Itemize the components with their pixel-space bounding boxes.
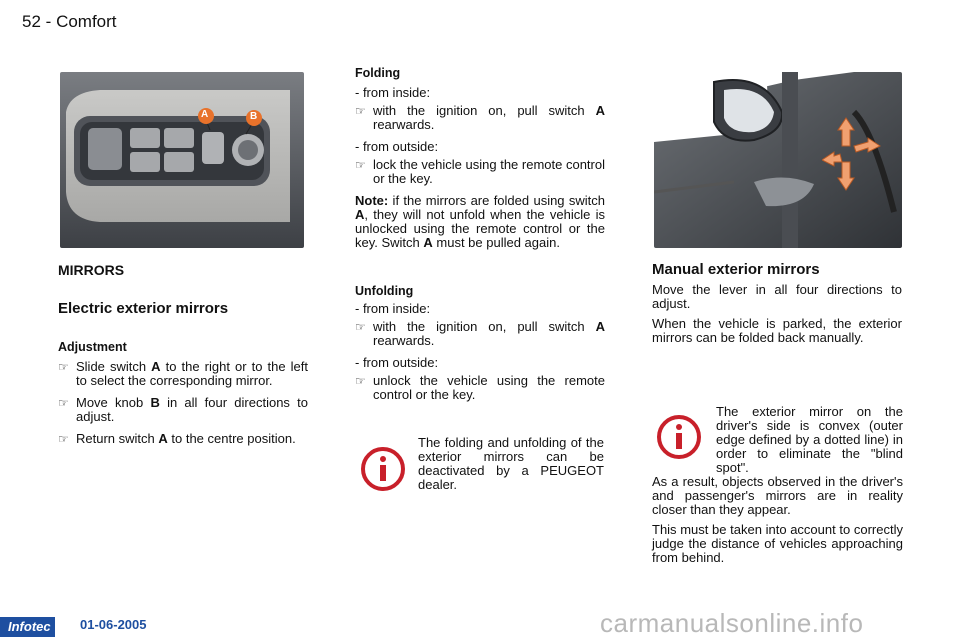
infotec-logo: Infotec [0,617,55,637]
mirrors-heading: MIRRORS [58,262,125,278]
list-item: ☞ Return switch A to the centre position. [58,431,296,446]
from-outside-label: - from outside: [355,355,439,370]
from-inside-label: - from inside: [355,301,431,316]
page-header [22,12,117,32]
manual-mirrors-heading: Manual exterior mirrors [652,261,820,278]
info-icon [360,446,406,497]
folding-info-text: The folding and unfolding of the exterior mirrors can be deactivated by a PEUGEOT dealer. [418,435,604,492]
closer-paragraph: As a result, objects observed in the driver's and passenger's mirrors are in reality closer than they appear. [652,474,903,517]
label-b: B [250,111,258,122]
pointing-hand-icon: ☞ [355,158,366,172]
pointing-hand-icon: ☞ [58,396,69,410]
pointing-hand-icon: ☞ [58,432,69,446]
unfolding-heading: Unfolding [355,284,414,298]
list-item: ☞ Move knob B in all four directions to adjust. [58,395,308,424]
right-closing-section [652,475,903,565]
adjustment-heading: Adjustment [58,340,127,354]
unfolding-section [355,284,605,410]
pointing-hand-icon: ☞ [58,360,69,374]
pointing-hand-icon: ☞ [355,320,366,334]
direction-arrows-icon [822,116,882,197]
pointing-hand-icon: ☞ [355,374,366,388]
adjustment-list [58,360,308,454]
header-separator: - [45,12,52,31]
electric-mirrors-heading: Electric exterior mirrors [58,300,229,317]
section-title: Comfort [56,12,117,31]
list-item: ☞ with the ignition on, pull switch A rearwards. [355,103,605,132]
page-number: 52 [22,12,41,31]
from-inside-label: - from inside: [355,85,431,100]
from-outside-label: - from outside: [355,139,439,154]
footer-date: 01-06-2005 [80,617,147,632]
judge-distance-paragraph: This must be taken into account to correctly judge the distance of vehicles approaching from behind. [652,522,903,565]
door-mirror-photo [654,72,902,248]
label-a: A [201,109,209,120]
manual-section [652,283,902,345]
manual-paragraph-2: When the vehicle is parked, the exterior mirrors can be folded back manually. [652,316,902,345]
folding-heading: Folding [355,66,401,80]
convex-mirror-info-text: The exterior mirror on the driver's side is convex (outer edge defined by a dotted line) in order to eliminate the "blind spot". [716,404,903,475]
pointing-hand-icon: ☞ [355,104,366,118]
list-item: ☞ unlock the vehicle using the remote control or the key. [355,373,605,402]
watermark: carmanualsonline.info [600,608,864,638]
manual-paragraph-1: Move the lever in all four directions to adjust. [652,282,902,311]
note-paragraph: Note: if the mirrors are folded using switch A, they will not unfold when the vehicle is unlocked using the remote control or the key. Switch A must be pulled again. [355,193,605,250]
list-item: ☞ Slide switch A to the right or to the left to select the corresponding mirror. [58,359,308,388]
info-icon [656,414,702,465]
switch-panel-photo [60,72,304,248]
list-item: ☞ lock the vehicle using the remote control or the key. [355,157,605,186]
list-item: ☞ with the ignition on, pull switch A rearwards. [355,319,605,348]
folding-section [355,66,605,250]
